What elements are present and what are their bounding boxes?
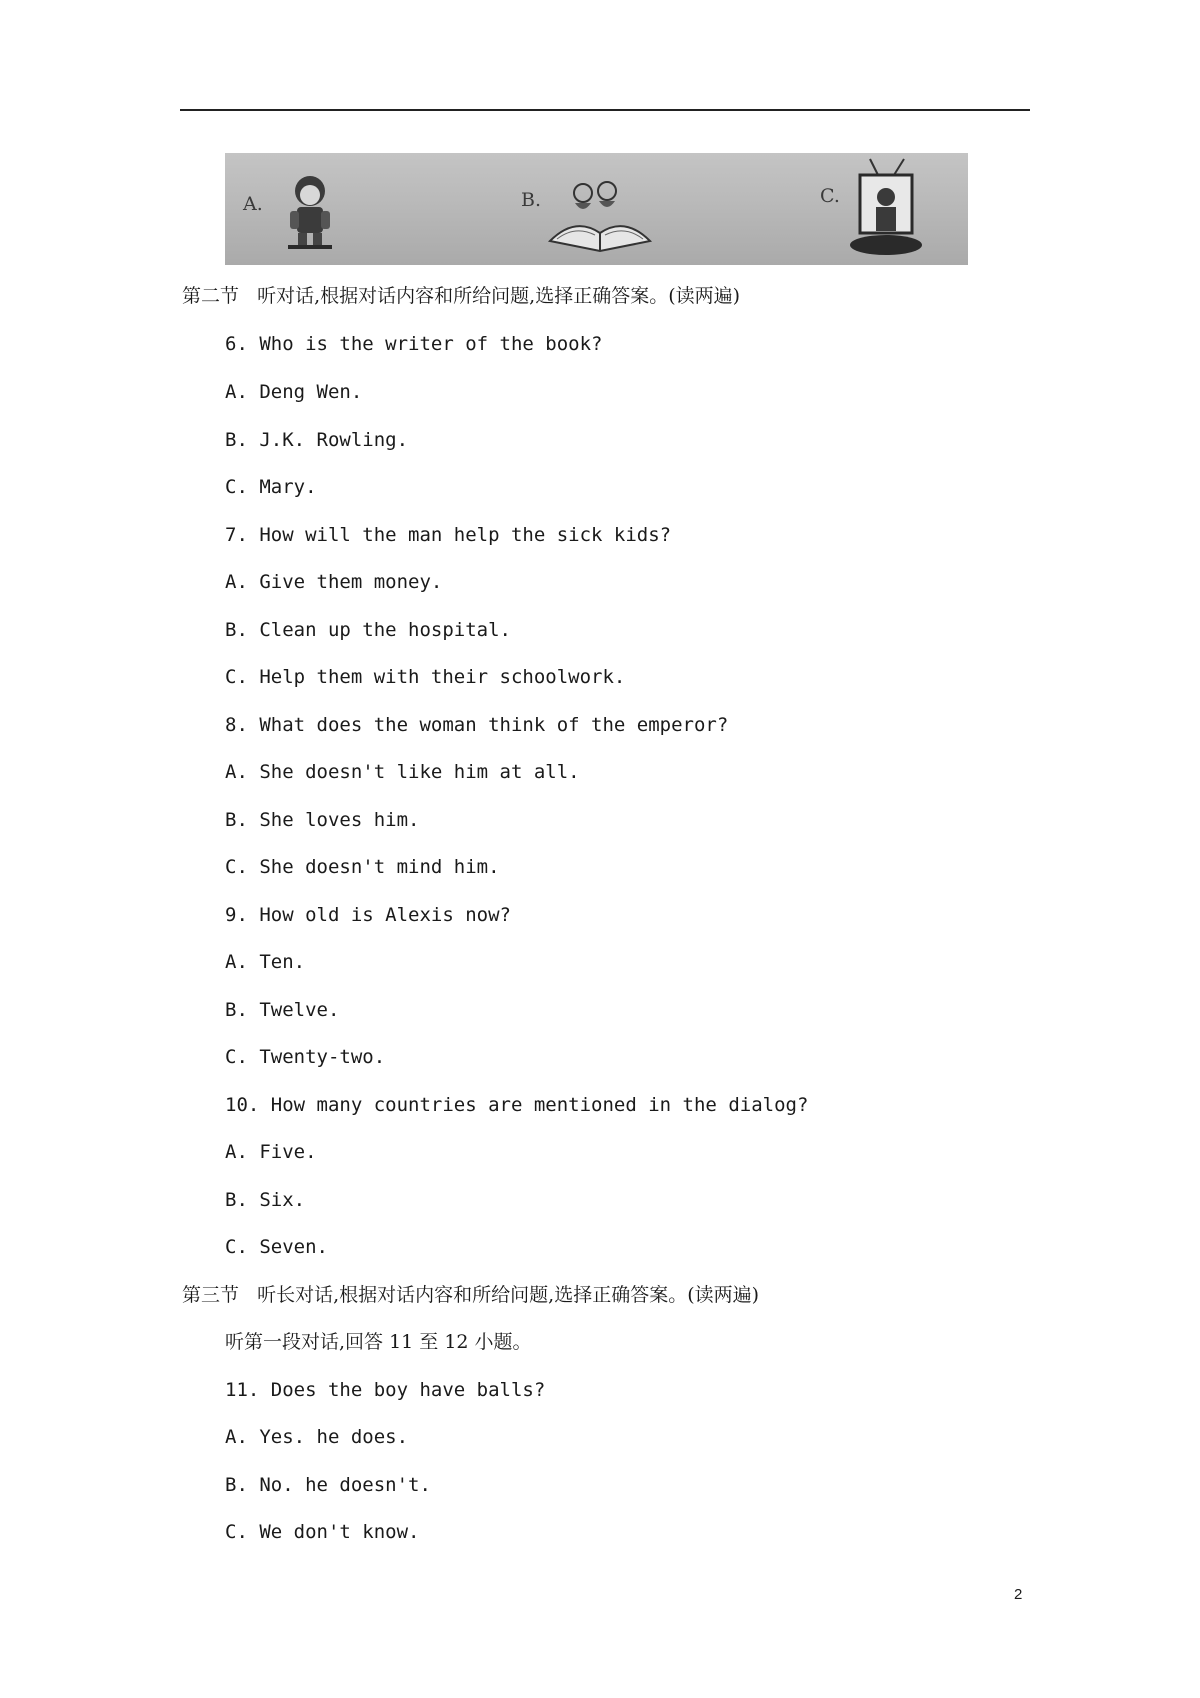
section3-intro: 听第一段对话,回答 11 至 12 小题。 (225, 1331, 532, 1353)
option-7c: C. Help them with their schoolwork. (225, 666, 626, 688)
section3-heading: 第三节 听长对话,根据对话内容和所给问题,选择正确答案。(读两遍) (182, 1284, 760, 1306)
option-9c: C. Twenty-two. (225, 1046, 386, 1068)
page-number: 2 (1014, 1586, 1023, 1603)
option-10c: C. Seven. (225, 1236, 328, 1258)
television-image (850, 157, 930, 261)
boy-figure-image (280, 171, 340, 251)
option-11c: C. We don't know. (225, 1521, 420, 1543)
option-11b: B. No. he doesn't. (225, 1474, 431, 1496)
option-7b: B. Clean up the hospital. (225, 619, 511, 641)
option-6b: B. J.K. Rowling. (225, 429, 409, 451)
question-6: 6. Who is the writer of the book? (225, 333, 603, 355)
question-7: 7. How will the man help the sick kids? (225, 524, 672, 546)
option-10b: B. Six. (225, 1189, 306, 1211)
option-8a: A. She doesn't like him at all. (225, 761, 580, 783)
section2-heading: 第二节 听对话,根据对话内容和所给问题,选择正确答案。(读两遍) (182, 285, 741, 307)
question-9: 9. How old is Alexis now? (225, 904, 511, 926)
option-11a: A. Yes. he does. (225, 1426, 409, 1448)
option-7a: A. Give them money. (225, 571, 443, 593)
option-6a: A. Deng Wen. (225, 381, 363, 403)
option-6c: C. Mary. (225, 476, 317, 498)
picture-label-a: A. (243, 193, 263, 215)
option-8b: B. She loves him. (225, 809, 420, 831)
question-11: 11. Does the boy have balls? (225, 1379, 546, 1401)
question-8: 8. What does the woman think of the emperor? (225, 714, 729, 736)
header-rule (180, 109, 1030, 111)
picture-label-b: B. (521, 189, 542, 211)
kids-reading-book-image (545, 171, 655, 256)
option-10a: A. Five. (225, 1141, 317, 1163)
option-9a: A. Ten. (225, 951, 306, 973)
picture-strip (225, 153, 968, 265)
picture-label-c: C. (820, 185, 840, 207)
option-9b: B. Twelve. (225, 999, 340, 1021)
question-10: 10. How many countries are mentioned in the dialog? (225, 1094, 809, 1116)
option-8c: C. She doesn't mind him. (225, 856, 500, 878)
